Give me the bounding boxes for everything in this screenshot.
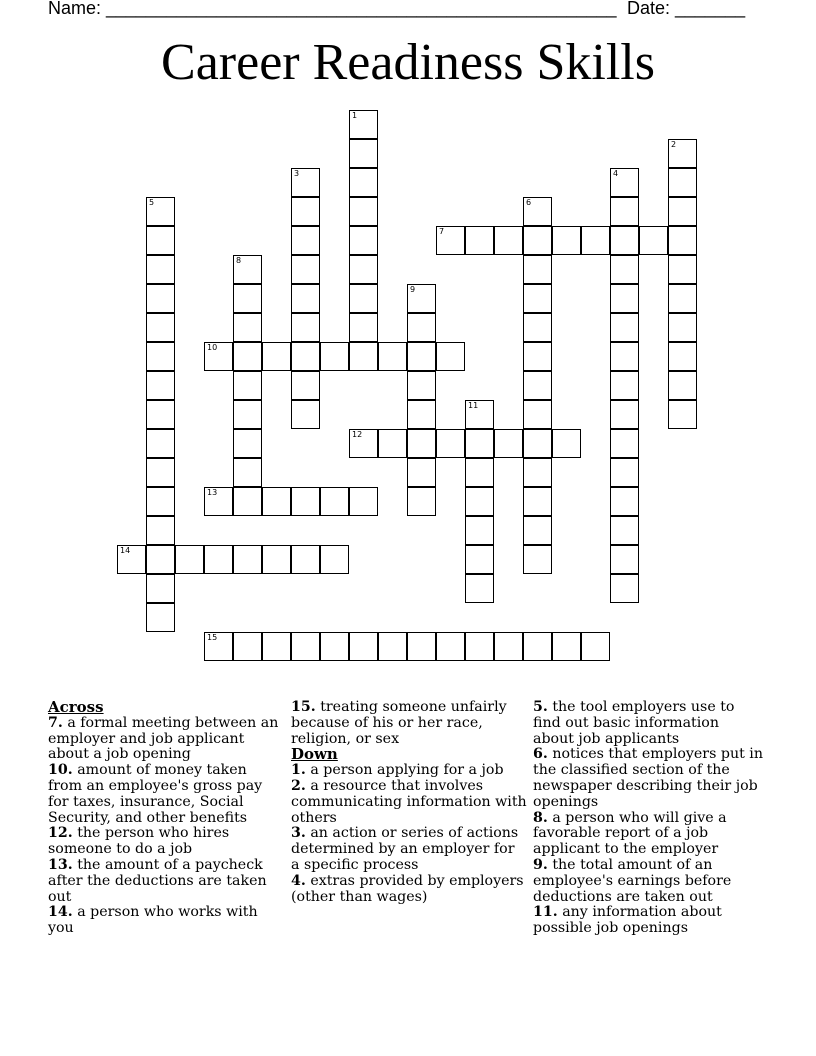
clues-column-1 [48,700,280,937]
clue-number: 11 [468,401,479,410]
crossword-cell[interactable] [349,487,378,516]
crossword-cell[interactable] [465,487,494,516]
clue-number: 3 [294,169,300,178]
crossword-cell[interactable] [291,487,320,516]
crossword-cell[interactable] [291,168,320,197]
crossword-cell[interactable] [204,545,233,574]
crossword-cell[interactable] [610,429,639,458]
crossword-cell[interactable] [146,197,175,226]
name-field-label: Name: ___________________________________________________ [48,0,617,18]
across-clue: 13. the amount of a paycheck after the deductions are taken out [48,856,267,905]
crossword-cell[interactable] [117,545,146,574]
crossword-cell[interactable] [291,255,320,284]
crossword-cell[interactable] [581,632,610,661]
crossword-cell[interactable] [407,458,436,487]
crossword-cell[interactable] [552,632,581,661]
crossword-cell[interactable] [349,197,378,226]
crossword-cell[interactable] [291,313,320,342]
crossword-cell[interactable] [639,226,668,255]
crossword-cell[interactable] [349,110,378,139]
down-clue: 8. a person who will give a favorable report of a job applicant to the employer [533,809,727,858]
crossword-cell[interactable] [233,284,262,313]
crossword-cell[interactable] [291,284,320,313]
crossword-cell[interactable] [146,487,175,516]
clue-number: 6 [526,198,532,207]
crossword-cell[interactable] [233,429,262,458]
crossword-cell[interactable] [146,371,175,400]
crossword-cell[interactable] [320,342,349,371]
crossword-cell[interactable] [407,342,436,371]
clue-number: 8 [236,256,242,265]
clue-number: 9 [410,285,416,294]
crossword-cell[interactable] [407,371,436,400]
across-clue: 10. amount of money taken from an employee's gross pay for taxes, insurance, Social Security, and other benefits [48,762,263,826]
crossword-cell[interactable] [523,226,552,255]
crossword-cell[interactable] [494,429,523,458]
crossword-cell[interactable] [378,429,407,458]
down-heading: Down [291,745,338,764]
crossword-cell[interactable] [494,632,523,661]
crossword-cell[interactable] [610,313,639,342]
crossword-cell[interactable] [465,574,494,603]
down-clue: 6. notices that employers put in the classified section of the newspaper describing their job openings [533,746,763,810]
crossword-cell[interactable] [610,574,639,603]
crossword-cell[interactable] [668,168,697,197]
crossword-cell[interactable] [465,226,494,255]
crossword-cell[interactable] [146,603,175,632]
crossword-cell[interactable] [233,400,262,429]
down-clue: 5. the tool employers use to find out basic information about job applicants [533,699,735,747]
crossword-cell[interactable] [175,545,204,574]
clues-column-2 [291,700,527,905]
clue-number: 15 [207,633,218,642]
crossword-cell[interactable] [552,226,581,255]
crossword-cell[interactable] [436,632,465,661]
down-clue: 9. the total amount of an employee's earnings before deductions are taken out [533,856,732,905]
crossword-cell[interactable] [465,632,494,661]
crossword-cell[interactable] [610,516,639,545]
crossword-cell[interactable] [407,487,436,516]
crossword-cell[interactable] [233,313,262,342]
crossword-cell[interactable] [668,255,697,284]
crossword-cell[interactable] [320,632,349,661]
across-heading: Across [48,698,104,716]
crossword-cell[interactable] [349,139,378,168]
crossword-cell[interactable] [523,458,552,487]
crossword-cell[interactable] [378,632,407,661]
across-clue: 12. the person who hires someone to do a job [48,825,230,858]
crossword-cell[interactable] [523,487,552,516]
clue-number: 1 [352,111,358,120]
crossword-cell[interactable] [610,545,639,574]
crossword-cell[interactable] [233,342,262,371]
crossword-cell[interactable] [262,545,291,574]
down-clue: 4. extras provided by employers (other than wages) [291,872,524,905]
crossword-cell[interactable] [233,458,262,487]
across-clue: 15. treating someone unfairly because of his or her race, religion, or sex [291,699,507,747]
crossword-cell[interactable] [523,516,552,545]
crossword-cell[interactable] [146,545,175,574]
crossword-cell[interactable] [552,429,581,458]
crossword-cell[interactable] [610,226,639,255]
crossword-cell[interactable] [146,458,175,487]
crossword-cell[interactable] [233,487,262,516]
crossword-cell[interactable] [581,226,610,255]
crossword-cell[interactable] [146,284,175,313]
page-title: Career Readiness Skills [161,34,655,91]
crossword-cell[interactable] [523,255,552,284]
crossword-cell[interactable] [146,574,175,603]
crossword-cell[interactable] [349,632,378,661]
crossword-cell[interactable] [291,197,320,226]
crossword-cell[interactable] [407,632,436,661]
crossword-cell[interactable] [465,545,494,574]
crossword-cell[interactable] [146,226,175,255]
crossword-cell[interactable] [494,226,523,255]
crossword-cell[interactable] [233,255,262,284]
crossword-cell[interactable] [610,458,639,487]
crossword-cell[interactable] [146,313,175,342]
crossword-cell[interactable] [610,284,639,313]
across-clue: 14. a person who works with you [48,904,258,937]
crossword-cell[interactable] [262,632,291,661]
crossword-cell[interactable] [668,313,697,342]
crossword-cell[interactable] [146,516,175,545]
crossword-cell[interactable] [523,632,552,661]
crossword-cell[interactable] [349,168,378,197]
crossword-cell[interactable] [610,371,639,400]
crossword-cell[interactable] [523,400,552,429]
crossword-cell[interactable] [465,516,494,545]
crossword-cell[interactable] [291,632,320,661]
crossword-cell[interactable] [523,197,552,226]
crossword-cell[interactable] [465,429,494,458]
crossword-cell[interactable] [407,429,436,458]
down-clue: 1. a person applying for a job [291,762,504,779]
crossword-cell[interactable] [436,226,465,255]
crossword-cell[interactable] [146,255,175,284]
crossword-cell[interactable] [436,429,465,458]
clue-number: 4 [613,169,619,178]
crossword-cell[interactable] [349,313,378,342]
crossword-cell[interactable] [668,197,697,226]
crossword-cell[interactable] [523,342,552,371]
crossword-cell[interactable] [523,371,552,400]
crossword-cell[interactable] [668,342,697,371]
crossword-cell[interactable] [291,545,320,574]
clue-number: 5 [149,198,155,207]
crossword-cell[interactable] [523,313,552,342]
crossword-cell[interactable] [668,400,697,429]
clue-number: 2 [671,140,677,149]
crossword-cell[interactable] [204,487,233,516]
down-clue: 2. a resource that involves communicating information with others [291,777,527,826]
crossword-cell[interactable] [378,342,407,371]
crossword-cell[interactable] [291,226,320,255]
down-clue: 3. an action or series of actions determined by an employer for a specific process [291,825,519,873]
crossword-cell[interactable] [349,342,378,371]
crossword-cell[interactable] [291,400,320,429]
clue-number: 12 [352,430,363,439]
crossword-cell[interactable] [668,139,697,168]
crossword-cell[interactable] [668,284,697,313]
crossword-cell[interactable] [204,342,233,371]
crossword-cell[interactable] [523,429,552,458]
crossword-cell[interactable] [262,342,291,371]
crossword-cell[interactable] [668,371,697,400]
crossword-cell[interactable] [233,632,262,661]
crossword-cell[interactable] [291,371,320,400]
crossword-cell[interactable] [668,226,697,255]
crossword-cell[interactable] [349,255,378,284]
crossword-cell[interactable] [465,400,494,429]
crossword-cell[interactable] [436,342,465,371]
crossword-cell[interactable] [204,632,233,661]
crossword-cell[interactable] [610,197,639,226]
crossword-cell[interactable] [320,487,349,516]
crossword-cell[interactable] [146,400,175,429]
clue-number: 14 [120,546,131,555]
crossword-cell[interactable] [523,284,552,313]
clue-number: 10 [207,343,218,352]
crossword-cell[interactable] [610,168,639,197]
date-field-label: Date: _______ [627,0,746,18]
across-clue: 7. a formal meeting between an employer and job applicant about a job opening [48,714,279,763]
crossword-cell[interactable] [407,400,436,429]
crossword-cell[interactable] [610,255,639,284]
crossword-cell[interactable] [233,371,262,400]
crossword-cell[interactable] [291,342,320,371]
clue-number: 13 [207,488,218,497]
clues-column-3 [533,700,763,937]
clue-number: 7 [439,227,445,236]
crossword-cell[interactable] [349,284,378,313]
crossword-cell[interactable] [465,458,494,487]
crossword-cell[interactable] [610,342,639,371]
crossword-cell[interactable] [146,342,175,371]
crossword-cell[interactable] [610,487,639,516]
crossword-cell[interactable] [610,400,639,429]
crossword-cell[interactable] [407,284,436,313]
crossword-cell[interactable] [349,226,378,255]
crossword-cell[interactable] [320,545,349,574]
crossword-cell[interactable] [349,429,378,458]
crossword-cell[interactable] [233,545,262,574]
down-clue: 11. any information about possible job openings [533,904,722,937]
crossword-cell[interactable] [407,313,436,342]
crossword-cell[interactable] [146,429,175,458]
crossword-cell[interactable] [523,545,552,574]
crossword-cell[interactable] [262,487,291,516]
